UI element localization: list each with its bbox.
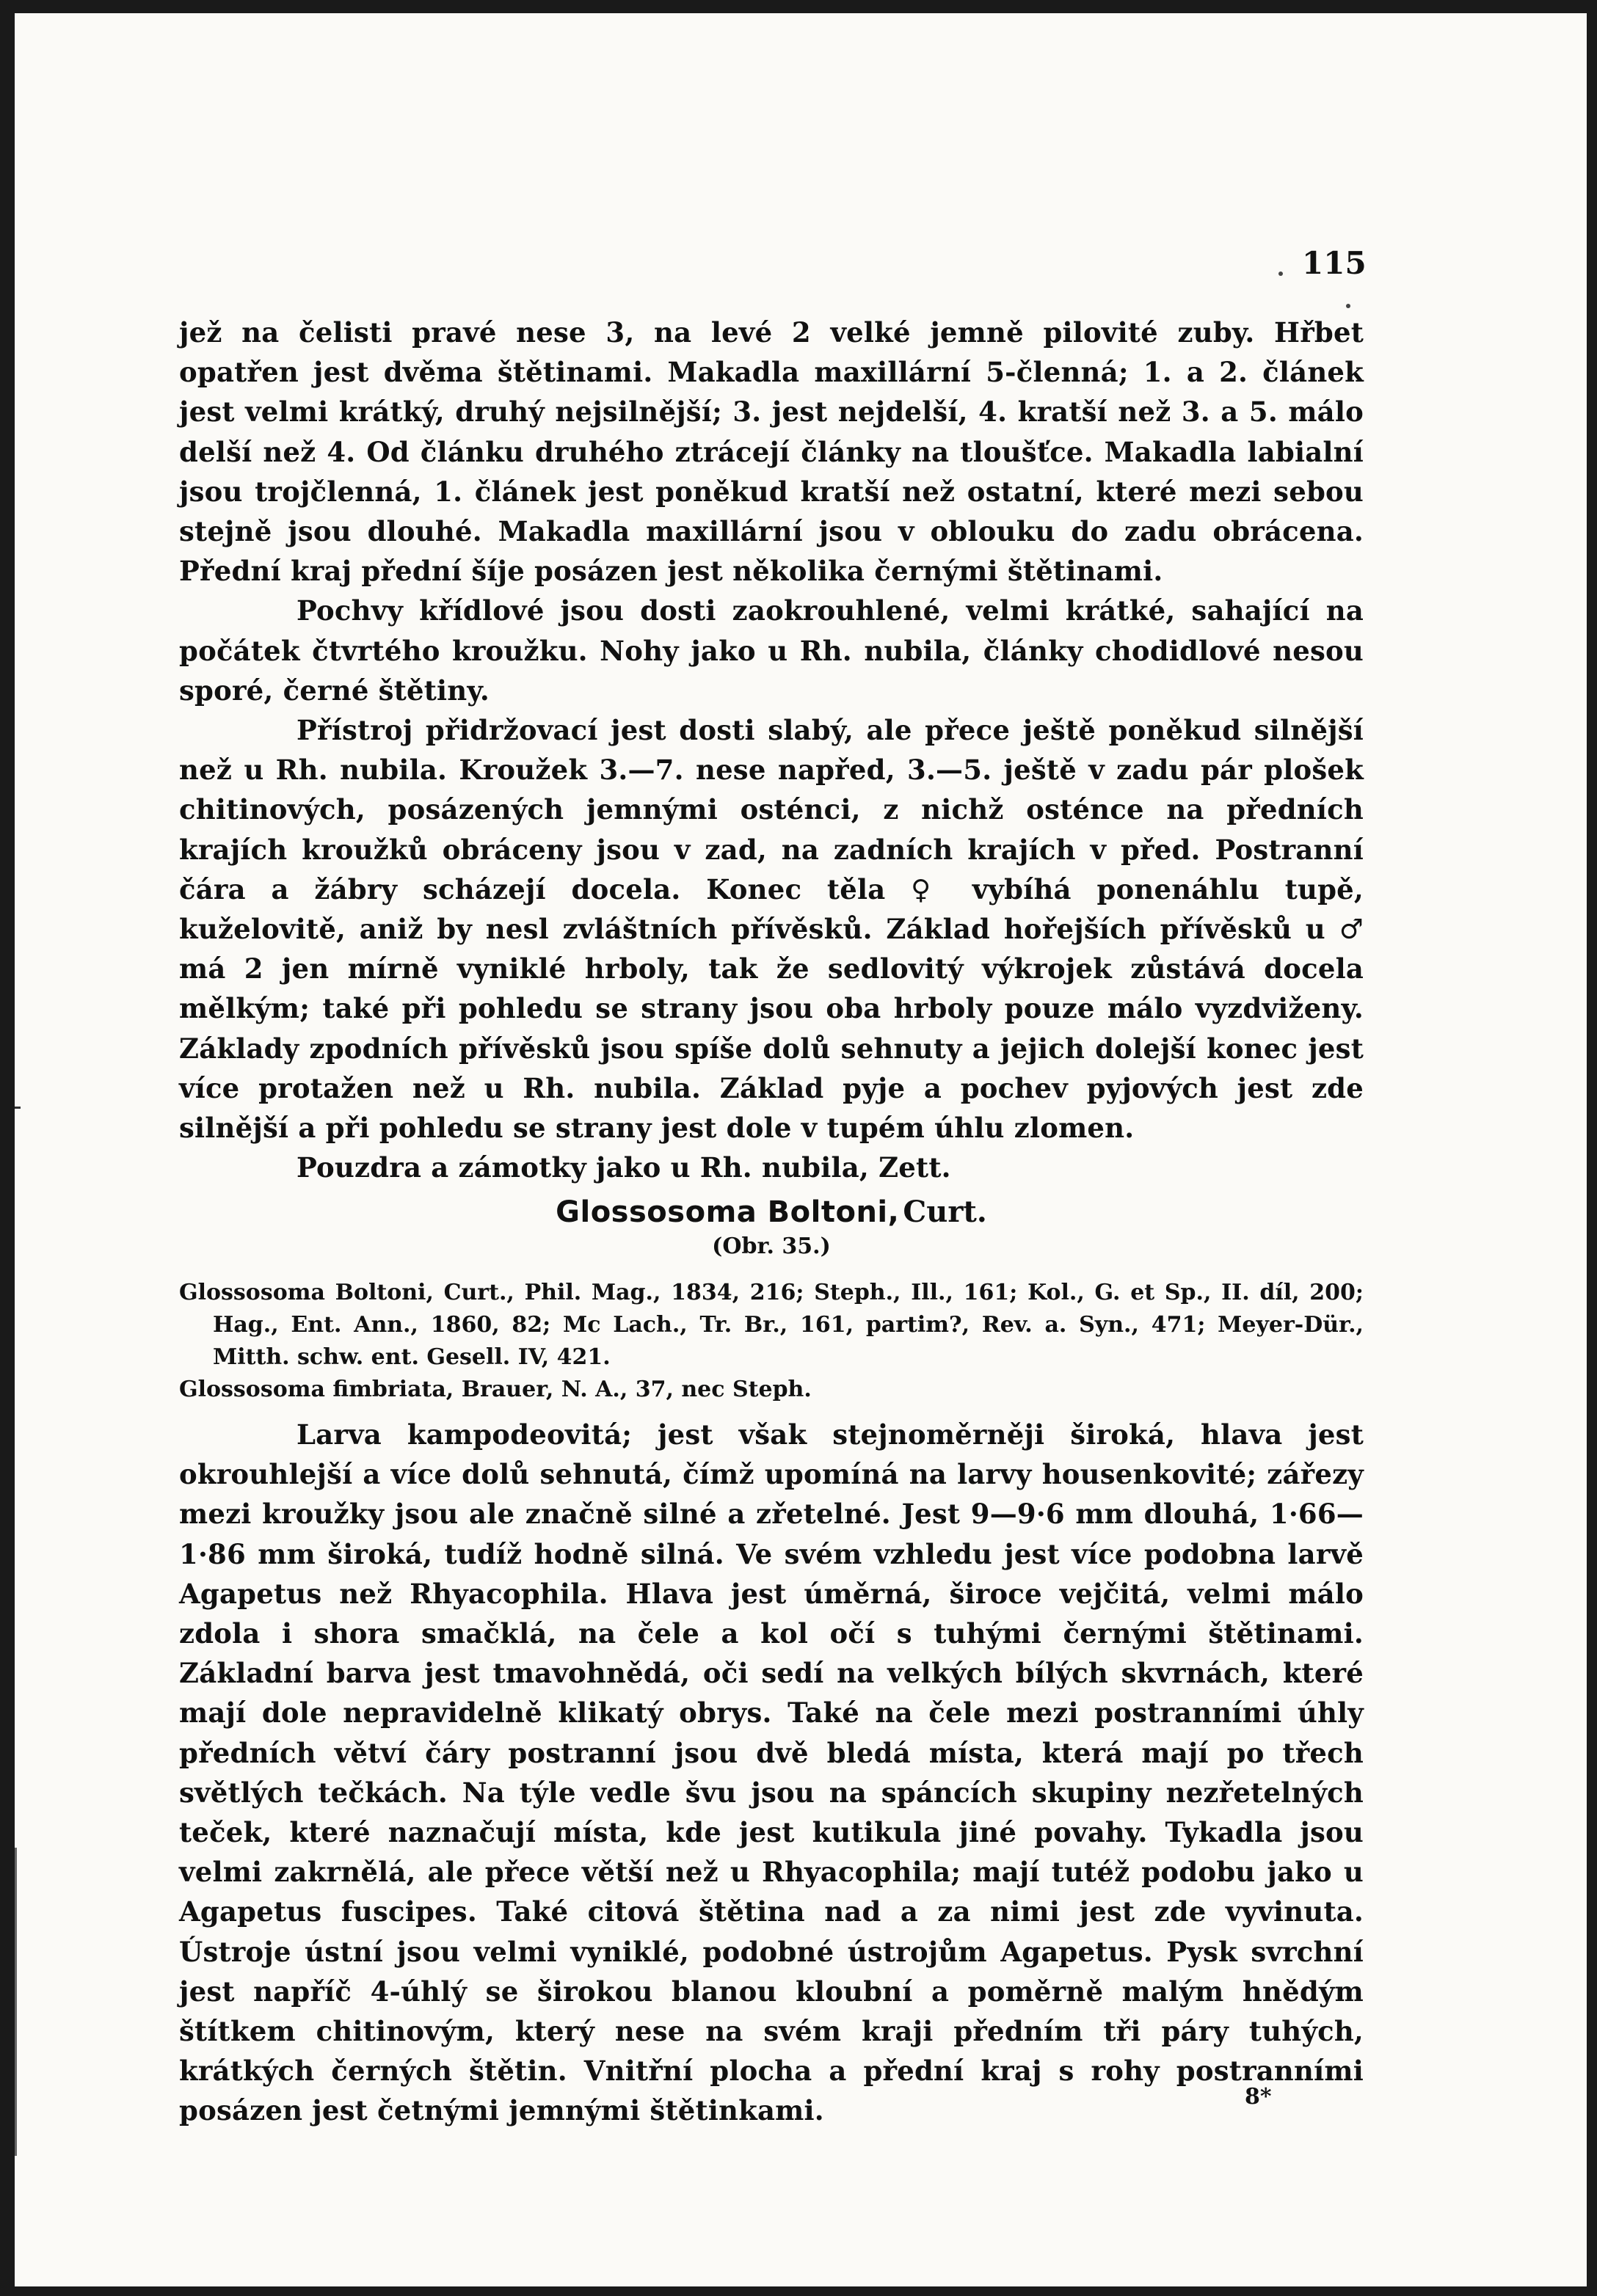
species-author: Curt.: [903, 1195, 987, 1229]
paragraph-larva: Larva kampodeovitá; jest však stejnoměrněji široká, hlava jest okrouhlejší a více dolů sehnutá, čímž upomíná na larvy housenkovité; zářezy mezi kroužky jsou ale značně silné a zřetelné. Jest 9—9·6 mm dlouhá, 1·66—1·86 mm široká, tudíž hodně silná. Ve svém vzhledu jest více podobna larvě Agapetus než Rhyacophila. Hlava jest úměrná, široce vejčitá, velmi málo zdola i shora smačklá, na čele a kol očí s tuhými černými štětinami. Základní barva jest tmavohnědá, oči sedí na velkých bílých skvrnách, které mají dole nepravidelně klikatý obrys. Také na čele mezi postranními úhly předních větví čáry postranní jsou dvě bledá místa, která mají po třech světlých tečkách. Na týle vedle švu jsou na spáncích skupiny nezřetelných teček, které naznačují místa, kde jest kutikula jiné povahy. Tykadla jsou velmi zakrnělá, ale přece větší než u Rhyacophila; mají tutéž podobu jako u Agapetus fuscipes. Také citová štětina nad a za nimi jest zde vyvinuta. Ústroje ústní jsou velmi vyniklé, podobné ústrojům Agapetus. Pysk svrchní jest napříč 4-úhlý se širokou blanou kloubní a poměrně malým hnědým štítkem chitinovým, který nese na svém kraji předním tři páry tuhých, krátkých černých štětin. Vnitřní plocha a přední kraj s rohy postranními posázen jest četnými jemnými štětinkami.: [179, 1418, 1364, 2127]
synonym-entry: Glossosoma fimbriata, Brauer, N. A., 37, nec Steph.: [179, 1377, 812, 1402]
print-dot: [1278, 271, 1283, 276]
printer-signature: 8*: [1245, 2084, 1272, 2110]
paragraph-holdfast-organ: Přístroj přidržovací jest dosti slabý, ale přece ještě poněkud silnější než u Rh. nubila. Kroužek 3.—7. nese napřed, 3.—5. ještě v zadu pár plošek chitinových, posázených jemnými osténci, z nichž osténce na předních krajích kroužků obráceny jsou v zad, na zadních krajích v před. Postranní čára a žábry scházejí docela. Konec těla ♀ vybíhá ponenáhlu tupě, kuželovitě, aniž by nesl zvláštních přívěsků. Základ hořejších přívěsků u ♂ má 2 jen mírně vyniklé hrboly, tak že sedlovitý výkrojek zůstává docela mělkým; také při pohledu se strany jsou oba hrboly pouze málo vyzdviženy. Základy zpodních přívěsků jsou spíše dolů sehnuty a jejich dolejší konec jest více protažen než u Rh. nubila. Základ pyje a pochev pyjových jest zde silnější a při pohledu se strany jest dole v tupém úhlu zlomen.: [179, 714, 1364, 1145]
margin-tick: [15, 1107, 21, 1109]
section-heading: [179, 1195, 1364, 1259]
print-dot: [1346, 304, 1350, 308]
book-page: [15, 13, 1587, 2286]
page-number: 115: [1302, 245, 1367, 281]
continued-text: [179, 313, 1364, 1187]
margin-line: [15, 1848, 17, 2156]
species-title: Glossosoma Boltoni,: [556, 1195, 900, 1229]
synonymy-list: [179, 1277, 1364, 1406]
paragraph-mouthparts: jež na čelisti pravé nese 3, na levé 2 velké jemně pilovité zuby. Hřbet opatřen jest dvěma štětinami. Makadla maxillární 5-členná; 1. a 2. článek jest velmi krátký, druhý nejsilnější; 3. jest nejdelší, 4. kratší než 3. a 5. málo delší než 4. Od článku druhého ztrácejí články na tloušťce. Makadla labialní jsou trojčlenná, 1. článek jest poněkud kratší než ostatní, které mezi sebou stejně jsou dlouhé. Makadla maxillární jsou v oblouku do zadu obrácena. Přední kraj přední šíje posázen jest několika černými štětinami.: [179, 316, 1364, 588]
larva-description: [179, 1415, 1364, 2131]
paragraph-cases: Pouzdra a zámotky jako u Rh. nubila, Zett.: [297, 1151, 951, 1184]
figure-reference: (Obr. 35.): [712, 1233, 831, 1259]
paragraph-wing-sheaths: Pochvy křídlové jsou dosti zaokrouhlené, velmi krátké, sahající na počátek čtvrtého kroužku. Nohy jako u Rh. nubila, články chodidlové nesou sporé, černé štětiny.: [179, 594, 1364, 707]
synonym-entry: Glossosoma Boltoni, Curt., Phil. Mag., 1834, 216; Steph., Ill., 161; Kol., G. et Sp., II. díl, 200; Hag., Ent. Ann., 1860, 82; Mc Lach., Tr. Br., 161, partim?, Rev. a. Syn., 471; Meyer-Dür., Mitth. schw. ent. Gesell. IV, 421.: [179, 1280, 1364, 1370]
